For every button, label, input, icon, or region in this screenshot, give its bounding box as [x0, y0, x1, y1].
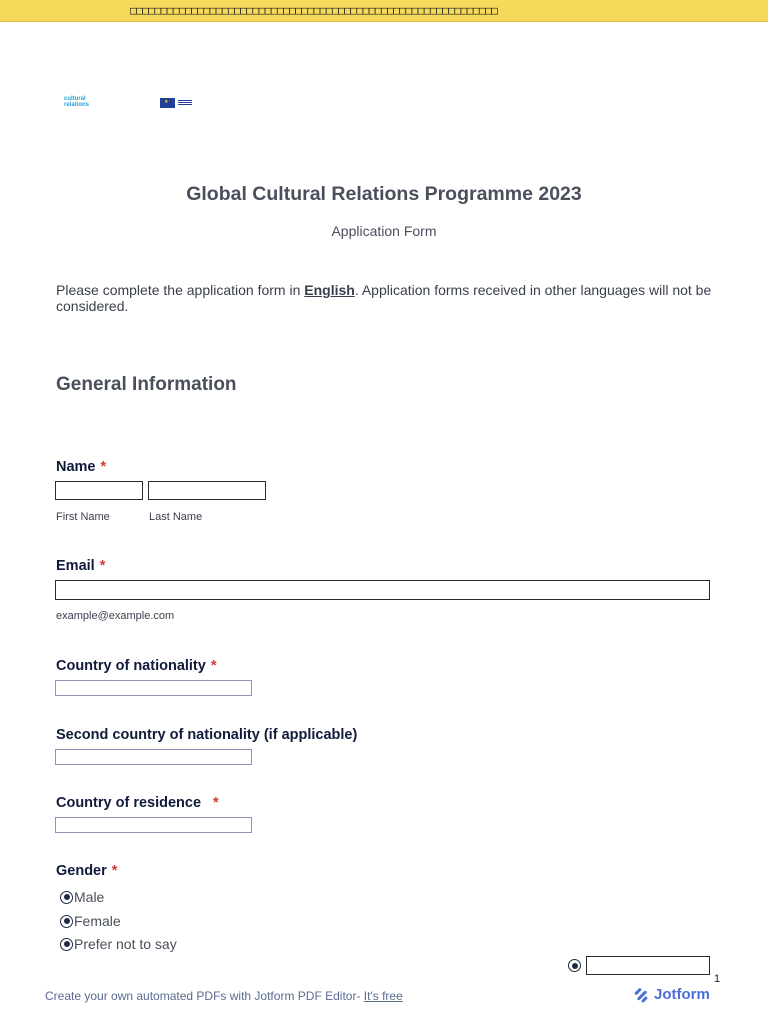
radio-button-icon[interactable] [60, 938, 73, 951]
gender-option-prefer-not-to-say[interactable] [60, 936, 177, 952]
last-name-sublabel: Last Name [149, 511, 203, 523]
email-sublabel: example@example.com [56, 610, 175, 622]
first-name-input[interactable] [55, 481, 143, 500]
second-nationality-select[interactable] [55, 749, 252, 765]
email-input[interactable] [55, 580, 710, 600]
page-title: Global Cultural Relations Programme 2023 [186, 183, 582, 205]
residence-label [56, 795, 219, 811]
nationality-label-text: Country of nationality [56, 658, 206, 674]
logo-line-1: cultural [64, 96, 86, 102]
nationality-label [56, 658, 217, 674]
gender-option-label: Prefer not to say [74, 936, 177, 952]
cultural-relations-logo [64, 96, 89, 108]
radio-button-icon[interactable] [568, 959, 581, 972]
required-mark: * [213, 795, 219, 811]
last-name-input[interactable] [148, 481, 266, 500]
required-mark: * [99, 558, 106, 574]
second-nationality-label: Second country of nationality (if applicable) [56, 727, 358, 743]
gender-option-other[interactable] [568, 959, 582, 972]
gender-option-label: Female [74, 913, 121, 929]
gender-option-female[interactable] [60, 913, 121, 929]
name-label-text: Name [56, 459, 96, 475]
intro-emphasis: English [304, 282, 355, 298]
logo-line-2: relations [64, 102, 90, 108]
residence-select[interactable] [55, 817, 252, 833]
jotform-brand[interactable] [634, 986, 710, 1003]
gender-label [56, 863, 117, 879]
intro-paragraph [56, 282, 726, 314]
required-mark: * [210, 658, 217, 674]
nationality-select[interactable] [55, 680, 252, 696]
banner-text: □□□□□□□□□□□□□□□□□□□□□□□□□□□□□□□□□□□□□□□□□□□□□□□□□□□□□□□□□□□□ [130, 4, 498, 17]
required-mark: * [111, 863, 118, 879]
radio-button-icon[interactable] [60, 891, 73, 904]
radio-button-icon[interactable] [60, 915, 73, 928]
footer-promo-text: Create your own automated PDFs with Jotform PDF Editor- [45, 989, 364, 1003]
gender-option-male[interactable] [60, 889, 104, 905]
intro-text-before: Please complete the application form in [56, 282, 305, 298]
gender-label-text: Gender [56, 863, 107, 879]
eu-flag-logo [160, 98, 196, 108]
section-title-general-information: General Information [56, 374, 237, 395]
eu-flag-icon: ★ [160, 98, 175, 108]
email-label-text: Email [56, 558, 95, 574]
email-label [56, 558, 105, 574]
footer-link[interactable]: It's free [363, 989, 403, 1003]
required-mark: * [100, 459, 107, 475]
gender-option-label: Male [74, 889, 105, 905]
eu-logo-text-lines [178, 100, 192, 106]
residence-label-text: Country of residence [56, 795, 202, 811]
notification-banner [0, 0, 768, 22]
footer-promo [45, 989, 403, 1003]
jotform-brand-name: Jotform [654, 986, 710, 1003]
first-name-sublabel: First Name [56, 511, 110, 523]
name-label [56, 459, 106, 475]
jotform-logo-icon [634, 988, 648, 1002]
gender-other-input[interactable] [586, 956, 710, 975]
page-subtitle: Application Form [331, 223, 437, 239]
page-number: 1 [714, 973, 721, 985]
intro-text-after: . Application forms received in other languages will not be considered. [56, 282, 712, 314]
